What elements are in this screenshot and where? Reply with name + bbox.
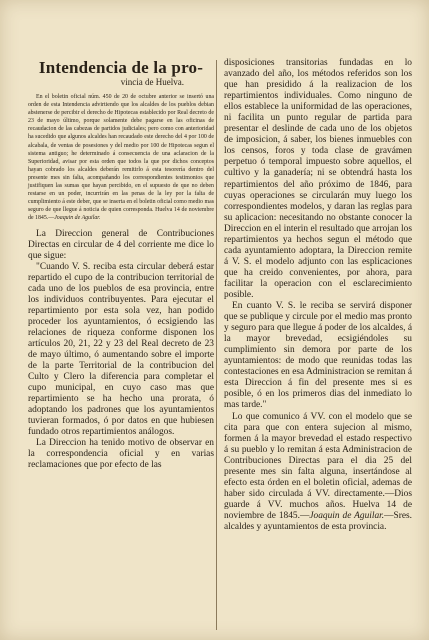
intendencia-notice-signature: Joaquin de Aguilar. <box>54 215 101 222</box>
circular-paragraph-2: La Direccion ha tenido motivo de observar en la correspondencia oficial y en varias reclamaciones que por efecto de las <box>28 438 214 471</box>
circular-paragraph-4: En cuanto V. S. le reciba se servirá disponer que se publique y circule por el medio mas pronto y seguro para que llegue á poder de los alcaldes, á la mayor brevedad, ecsigiéndoles su cumplimiento sin demora por parte de los ayuntamientos: de modo que reunidas todas las contestaciones en esa Administracion se remitan á esta Direccion á fin del presente mes si es posible, ó en los primeros dias del inmediato lo mas tarde." <box>224 301 412 411</box>
closing-paragraph-body: Lo que comunico á VV. con el modelo que se cita para que con entera sujecion al mismo, formen á la mayor brevedad el estado respectivo á su pueblo y lo remitan á esta Administracion de Contribuciones Directas para el dia 25 del presente mes sin falta alguna, insertándose al efecto esta órden en el boletin oficial, ademas de haber sido circulada á VV. directamente.—Dios guarde á VV. muchos años. Huelva 14 de noviembre de 1845.— <box>224 411 412 521</box>
right-column <box>224 58 412 533</box>
closing-signature: Joaquin de Aguilar. <box>309 510 385 521</box>
page-title: Intendencia de la pro- <box>38 58 204 77</box>
circular-headline: La Direccion general de Contribuciones Directas en circular de 4 del corriente me dice lo que sigue: <box>28 228 214 261</box>
closing-addressees: —Sres. alcaldes y ayuntamientos de esta provincia. <box>224 510 412 532</box>
intendencia-notice-body: En el boletin oficial núm. 450 de 20 de octubre anterior se insertó una orden de esta Intendencia advirtiendo que los alcaldes de los pueblos debian abstenerse de percibir el derecho de Hipotecas establecido por Real decreto de 23 de mayo último, porque solamente debe pagarse en las oficinas de recaudacion de las cabezas de partidos judiciales; pero como con anterioridad ha sucedido que algunos alcaldes han recaudado este derecho del 4 por 100 de alcabala, de ventas de posesiones y del medio por 100 de Hipotecas segun el sistema antiguo; he determinado á consecuencia de una aclaracion de la Superioridad, avisar por esta orden que todos la que por dichos conceptos hayan cobrado los alcaldes deberán remitirlo á esta tesorería dentro del presente mes sin falta, acompañando los correspondientes testimonios que justifiquen las sumas que hayan percibido, en el supuesto de que no deben restarse en un poder, incurrirán en las penas de la ley por la falta de cumplimiento á este deber, que se inserta en el boletin oficial como medio mas seguro de que llegue á noticia de quien corresponda. Huelva 14 de noviembre de 1845.— <box>28 94 214 222</box>
page-subtitle: vincia de Huelva. <box>120 77 184 87</box>
column-divider <box>216 60 217 630</box>
closing-paragraph <box>224 412 412 534</box>
left-column <box>28 58 214 471</box>
circular-paragraph-1: "Cuando V. S. reciba esta circular deberá estar repartido el cupo de la contribucion territorial de cada uno de los pueblos de esa provincia, entre los individuos contribuyentes. Para ejecutar el repartimiento por esta sola vez, han podido proceder los ayuntamientos, ó ecsigiendo las relaciones de riqueza conforme disponen los artículos 20, 21, 22 y 23 del Real decreto de 23 de mayo último, ó aumentando sobre el importe de la parte Territorial de la contribucion del Culto y Clero la diferencia para completar el cupo municipal, en cuyo caso mas que repartimiento se ha hecho una prorata, ó adoptando los padrones que los ayuntamientos tuvieran formados, ó por datos en que hubiesen fundado otros repartimientos análogos. <box>28 261 214 438</box>
intendencia-notice <box>28 93 214 223</box>
circular-paragraph-3: disposiciones transitorias fundadas en lo avanzado del año, los métodos referidos son los que han presidido á la realizacion de los repartimientos individuales. Como ninguno de ellos establece la uniformidad de las operaciones, ni facilita un punto regular de partida para presentar el deslinde de cada uno de los objetos de imposicion, á saber, los bienes inmuebles con los censos, foros y toda clase de gravámen perpetuo ó temporal impuesto sobre aquellos, el cultivo y la ganadería; ni se obtendrá hasta los repartimientos del año próximo de 1846, para cuyas operaciones se circularán muy luego los correspondientes modelos, y daran las reglas para su aplicacion: necesitando no obstante conocer la Direccion en el interin el resultado que arrojan los repartimientos ya hechos segun el método que cada ayuntamiento adoptara, la Direccion remite á V. S. el modelo adjunto con las esplicaciones que ha creido convenientes, por ahora, para facilitar la operacion con el esclarecimiento posible. <box>224 58 412 300</box>
